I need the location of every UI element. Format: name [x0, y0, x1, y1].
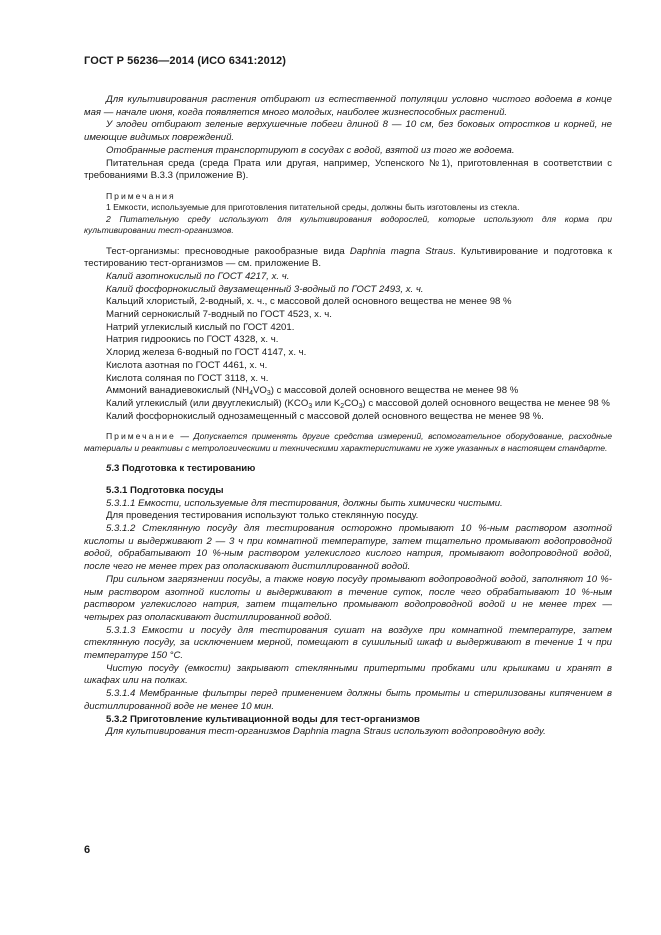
document-body [84, 94, 612, 739]
species-name: Daphnia magna Straus [349, 245, 454, 257]
subscript: 3 [358, 402, 363, 410]
page-number: 6 [84, 844, 91, 856]
paragraph: 5.3.1.4 Мембранные фильтры перед применением должны быть промыты и стерилизованы кипячением в дистиллированной воде не менее 10 мин. [84, 688, 612, 712]
subsection-heading: 5.3.2 Приготовление культивационной воды для тест-организмов [106, 713, 420, 725]
note-label: Примечание [106, 431, 176, 442]
reagent-item: Кислота соляная по ГОСТ 3118, х. ч. [106, 372, 269, 384]
text-run: Аммоний ванадиевокислый (NH [106, 385, 250, 397]
note-item: 1 Емкости, используемые для приготовления питательной среды, должны быть изготовлены из стекла. [106, 202, 520, 213]
section-number: 5 [106, 463, 112, 475]
text-run: CO [344, 397, 359, 409]
paragraph: При сильном загрязнении посуды, а также новую посуду промывают водопроводной водой, заполняют 10 %-ным раствором азотной кислоты и выдерживают в течение суток, после чего обрабатывают 10 %-ным раствором углекислого натрия, затем тщательно промывают водопроводной водой и не менее трех — четырех раз ополаскивают дистиллированной водой. [84, 573, 612, 623]
reagent-item [84, 385, 612, 398]
reagent-item: Кислота азотная по ГОСТ 4461, х. ч. [106, 359, 268, 371]
subscript: 4 [249, 390, 254, 398]
note-label: Примечания [106, 190, 176, 201]
reagent-item [84, 398, 612, 411]
text-run: Калий углекислый (или двууглекислый) (KCO [106, 397, 309, 409]
paragraph: 5.3.1.2 Стеклянную посуду для тестирования осторожно промывают 10 %-ным раствором азотной кислоты и выдерживают 2 — 3 ч при комнатной температуре, затем тщательно промывают водопроводной водой, обрабатывают 10 %-ным раствором углекислого кислого натрия, промывают водопроводной водой, после чего не менее трех раз ополаскивают дистиллированной водой. [84, 523, 612, 573]
note-item: 2 Питательную среду используют для культивирования водорослей, которые используют для корма при культивировании тест-организмов. [84, 213, 612, 236]
note-heading [84, 191, 612, 202]
subscript: 2 [340, 402, 345, 410]
paragraph [84, 158, 612, 183]
paragraph: Для проведения тестирования используют только стеклянную посуду. [106, 510, 419, 522]
paragraph: Для культивирования растения отбирают из естественной популяции условно чистого водоема в конце мая — начале июня, когда появляется много молодых, наиболее жизнеспособных растений. [84, 94, 612, 118]
reagent-item: Калий азотнокислый по ГОСТ 4217, х. ч. [106, 270, 290, 282]
paragraph [84, 246, 612, 271]
reagent-item: Хлорид железа 6-водный по ГОСТ 4147, х. ч. [106, 347, 307, 359]
subscript: 3 [266, 390, 271, 398]
text-run: используют водопроводную воду. [391, 726, 546, 738]
paragraph: 5.3.1.1 Емкости, используемые для тестирования, должны быть химически чистыми. [106, 497, 503, 509]
section-heading [84, 463, 612, 476]
reagent-item: Натрий углекислый кислый по ГОСТ 4201. [106, 321, 295, 333]
text-run: VO [253, 385, 267, 397]
reagent-item: Магний сернокислый 7-водный по ГОСТ 4523, х. ч. [106, 309, 332, 321]
reagent-item: Калий фосфорнокислый двузамещенный 3-водный по ГОСТ 2493, х. ч. [106, 283, 424, 295]
text-run: ) с массовой долей основного вещества не менее 98 % [362, 397, 610, 409]
species-name: Daphnia magna Straus [292, 726, 392, 738]
paragraph: Отобранные растения транспортируют в сосудах с водой, взятой из того же водоема. [106, 144, 515, 156]
paragraph [84, 726, 612, 739]
text-run: ) с массовой долей основного вещества не менее 98 % [270, 385, 519, 397]
text-run: . Культивирование и подготовка к тестированию тест-организмов — см. приложение В. [84, 245, 612, 270]
text-run: Для культивирования тест-организмов [106, 726, 293, 738]
section-title: .3 Подготовка к тестированию [111, 463, 256, 475]
subscript: 3 [308, 402, 313, 410]
document-header: ГОСТ Р 56236—2014 (ИСО 6341:2012) [84, 55, 287, 67]
note-text: — Допускается применять другие средства измерений, вспомогательное оборудование, расходные материалы и реактивы с метрологическими и техническими характеристиками не хуже указанных в настоящем стандарте. [84, 431, 612, 453]
paragraph-text: Питательная среда (среда Прата или другая, например, Успенского №1), приготовленная в соответствии с требованиями В.3.3 (приложение В). [84, 157, 612, 182]
reagent-item: Калий фосфорнокислый однозамещенный с массовой долей основного вещества не менее 98 %. [106, 410, 544, 422]
paragraph: 5.3.1.3 Емкости и посуду для тестирования сушат на воздухе при комнатной температуре, затем стеклянную посуду, за исключением мерной, помещают в сушильный шкаф и выдерживают в течение 1 ч при температуре 150 °С. [84, 624, 612, 662]
reagent-item: Кальций хлористый, 2-водный, х. ч., с массовой долей основного вещества не менее 98 % [106, 296, 512, 308]
subsection-heading: 5.3.1 Подготовка посуды [106, 484, 224, 496]
paragraph: Чистую посуду (емкости) закрывают стеклянными притертыми пробками или крышками и хранят в шкафах или на полках. [84, 662, 612, 687]
text-run: или K [312, 397, 341, 409]
reagent-item: Натрия гидроокись по ГОСТ 4328, х. ч. [106, 334, 279, 346]
note [84, 431, 612, 454]
text-run: Тест-организмы: пресноводные ракообразные вида [106, 245, 350, 257]
paragraph: У элодеи отбирают зеленые верхушечные побеги длиной 8 — 10 см, без боковых отростков и корней, не имеющие видимых повреждений. [84, 119, 612, 144]
